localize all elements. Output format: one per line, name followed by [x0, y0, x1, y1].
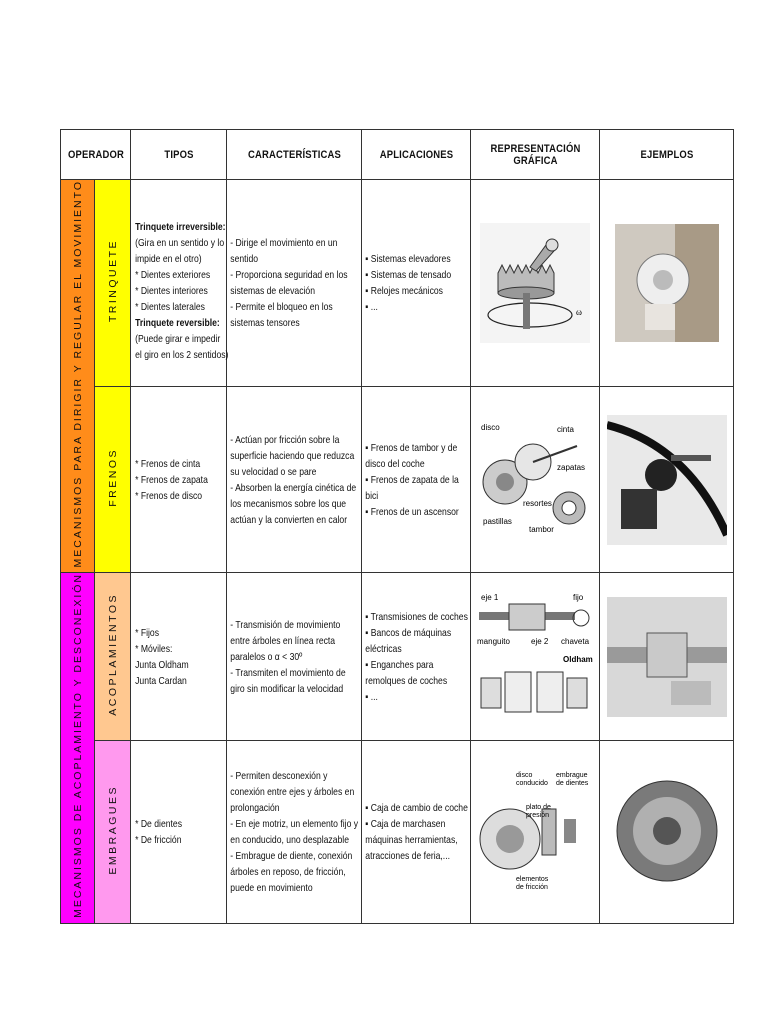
- mechanisms-table: [60, 129, 733, 919]
- svg-text:chaveta: chaveta: [561, 636, 590, 646]
- tipos-cell: * De dientes * De fricción: [131, 741, 227, 924]
- tipos-cell: * Fijos * Móviles: Junta Oldham Junta Cardan: [131, 573, 227, 741]
- aplicaciones-cell: ▪ Transmisiones de coches ▪ Bancos de máquinas eléctricas ▪ Enganches para remolques de coches ▪ ...: [362, 573, 471, 741]
- header-row: [61, 130, 734, 180]
- clutch-photo-icon: [600, 741, 734, 924]
- svg-text:manguito: manguito: [477, 636, 510, 646]
- svg-text:plato depresión: plato de presión: [526, 804, 551, 820]
- svg-text:tambor: tambor: [529, 524, 554, 534]
- svg-text:embraguede dientes: embrague de dientes: [556, 772, 589, 788]
- svg-text:Oldham: Oldham: [563, 654, 593, 664]
- ratchet-diagram-icon: [471, 180, 600, 387]
- table-row: [61, 180, 734, 387]
- caracteristicas-cell: - Dirige el movimiento en un sentido - Proporciona seguridad en los sistemas de elevación - Permite el bloqueo en los sistemas tensores: [227, 180, 362, 387]
- svg-text:eje 1: eje 1: [481, 592, 499, 602]
- tipos-body: (Gira en un sentido y lo impide en el otro) * Dientes exteriores * Dientes interiores * Dientes laterales: [135, 236, 225, 313]
- svg-text:elementosde fricción: elementos de fricción: [516, 876, 549, 892]
- coupling-photo-icon: [600, 573, 734, 741]
- group-acoplamiento: [61, 573, 95, 924]
- operator-frenos: FRENOS: [95, 386, 131, 573]
- header-tipos: TIPOS: [137, 130, 220, 180]
- tipos-cell: [131, 180, 227, 387]
- table-row: [61, 386, 734, 573]
- svg-text:discoconducido: disco conducido: [516, 772, 548, 788]
- operator-acoplamientos: ACOPLAMIENTOS: [95, 573, 131, 741]
- operator-embragues: EMBRAGUES: [95, 741, 131, 924]
- svg-text:eje 2: eje 2: [531, 636, 549, 646]
- svg-text:zapatas: zapatas: [557, 462, 586, 472]
- ratchet-photo-icon: [600, 180, 734, 387]
- brakes-diagram-icon: [471, 386, 600, 573]
- header-caracteristicas: CARACTERÍSTICAS: [236, 130, 352, 180]
- aplicaciones-cell: ▪ Sistemas elevadores ▪ Sistemas de tensado ▪ Relojes mecánicos ▪ ...: [362, 180, 471, 387]
- table-row: [61, 573, 734, 741]
- caracteristicas-cell: - Permiten desconexión y conexión entre ejes y árboles en prolongación - En eje motriz, un elemento fijo y en conducido, uno desplazable - Embrague de diente, conexión árboles en reposo, de fricción, puede en movimiento: [227, 741, 362, 924]
- svg-text:cinta: cinta: [557, 424, 574, 434]
- group-dirigir-label: MECANISMOS PARA DIRIGIR Y REGULAR EL MOVIMIENTO: [71, 180, 84, 568]
- tipos-title: Trinquete reversible:: [135, 316, 220, 329]
- svg-text:resortes: resortes: [523, 498, 552, 508]
- table-grid: [60, 129, 734, 924]
- svg-text:disco: disco: [481, 422, 500, 432]
- header-operador: OPERADOR: [65, 130, 125, 180]
- bike-brake-photo-icon: [600, 386, 734, 573]
- group-acoplamiento-label: MECANISMOS DE ACOPLAMIENTO Y DESCONEXIÓN: [71, 573, 84, 919]
- header-ejemplos: EJEMPLOS: [609, 130, 724, 180]
- table-row: [61, 741, 734, 924]
- tipos-body: (Puede girar e impedir el giro en los 2 sentidos): [135, 332, 229, 361]
- header-representacion: REPRESENTACIÓN GRÁFICA: [480, 130, 591, 180]
- tipos-cell: * Frenos de cinta * Frenos de zapata * Frenos de disco: [131, 386, 227, 573]
- coupling-diagram-icon: [471, 573, 600, 741]
- header-aplicaciones: APLICACIONES: [369, 130, 463, 180]
- tipos-title: Trinquete irreversible:: [135, 220, 226, 233]
- aplicaciones-cell: ▪ Frenos de tambor y de disco del coche ▪ Frenos de zapata de la bici ▪ Frenos de un ascensor: [362, 386, 471, 573]
- operator-trinquete: TRINQUETE: [95, 180, 131, 387]
- caracteristicas-cell: - Transmisión de movimiento entre árboles en línea recta paralelos o α < 30º - Transmiten el movimiento de giro sin modificar la velocidad: [227, 573, 362, 741]
- caracteristicas-cell: - Actúan por fricción sobre la superficie haciendo que reduzca su velocidad o se pare - Absorben la energía cinética de los mecanismos sobre los que actúan y la convierten en calor: [227, 386, 362, 573]
- svg-text:ω: ω: [576, 306, 582, 317]
- svg-text:pastillas: pastillas: [483, 516, 512, 526]
- clutch-diagram-icon: [471, 741, 600, 924]
- group-dirigir: [61, 180, 95, 573]
- aplicaciones-cell: ▪ Caja de cambio de coche ▪ Caja de marchasen máquinas herramientas, atracciones de feria,...: [362, 741, 471, 924]
- svg-text:fijo: fijo: [573, 592, 584, 602]
